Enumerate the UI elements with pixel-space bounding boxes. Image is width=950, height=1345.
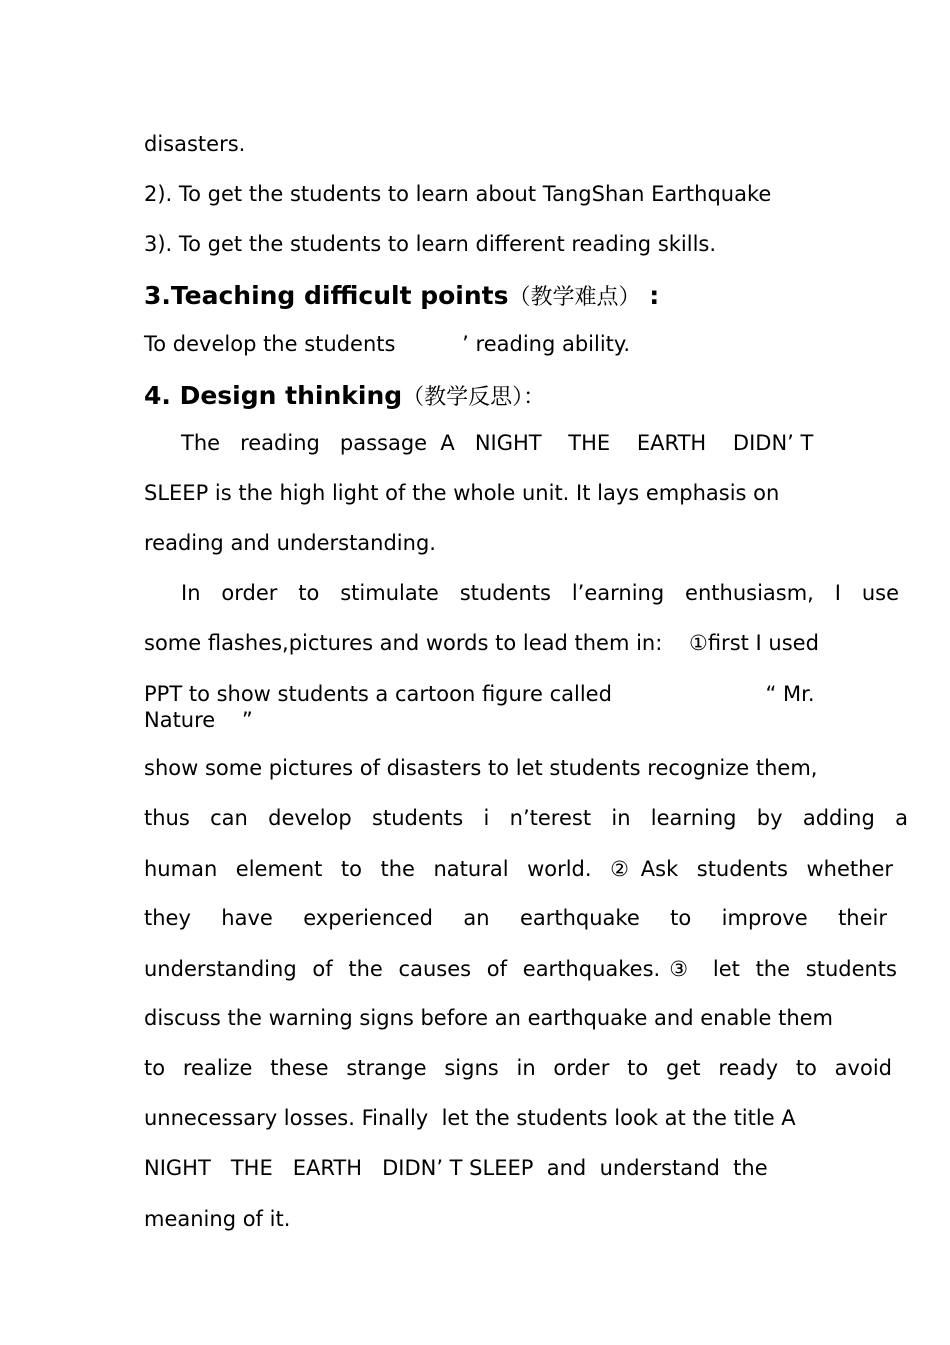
- objective-item-2: 2). To get the students to learn about TangShan Earthquake: [144, 182, 772, 206]
- paragraph-line: understanding of the causes of earthquakes.③ let the students: [144, 957, 897, 981]
- paragraph-line: PPT to show students a cartoon figure called “ Mr.: [144, 682, 815, 706]
- difficult-point-text: To develop the students ’ reading ability.: [144, 332, 631, 356]
- heading-label: 4. Design thinking: [144, 381, 403, 410]
- paragraph-line: reading and understanding.: [144, 531, 436, 555]
- section-heading-difficult-points: [144, 280, 659, 314]
- paragraph-line: thus can develop students i n’terest in learning by adding a: [144, 806, 908, 830]
- paragraph-line: meaning of it.: [144, 1207, 291, 1231]
- objective-item-3: 3). To get the students to learn different reading skills.: [144, 232, 717, 256]
- paragraph-line: they have experienced an earthquake to improve their: [144, 906, 887, 930]
- paragraph-line: SLEEP is the high light of the whole unit. It lays emphasis on: [144, 481, 780, 505]
- paragraph-line: show some pictures of disasters to let students recognize them,: [144, 756, 818, 780]
- heading-chinese: （教学反思）: [402, 385, 524, 410]
- paragraph-line: discuss the warning signs before an earthquake and enable them: [144, 1006, 834, 1030]
- text-line-disasters: disasters.: [144, 132, 246, 156]
- heading-label: 3.Teaching difficult points: [144, 281, 509, 310]
- paragraph-line: some flashes,pictures and words to lead them in: ①first I used: [144, 631, 819, 655]
- paragraph-line: unnecessary losses. Finally let the students look at the title A: [144, 1106, 796, 1130]
- paragraph-line: NIGHT THE EARTH DIDN’ T SLEEP and understand the: [144, 1156, 768, 1180]
- heading-chinese: （教学难点）: [508, 285, 641, 310]
- paragraph-line: human element to the natural world. ②Ask students whether: [144, 857, 893, 881]
- heading-colon: ：: [523, 385, 546, 410]
- section-heading-design-thinking: [144, 380, 545, 414]
- paragraph-line: to realize these strange signs in order to get ready to avoid: [144, 1056, 892, 1080]
- heading-colon: :: [640, 281, 660, 310]
- paragraph-line: In order to stimulate students l’earning enthusiasm, I use: [181, 581, 899, 605]
- paragraph-line: Nature ”: [144, 708, 253, 732]
- paragraph-line: The reading passage A NIGHT THE EARTH DIDN’ T: [181, 431, 814, 455]
